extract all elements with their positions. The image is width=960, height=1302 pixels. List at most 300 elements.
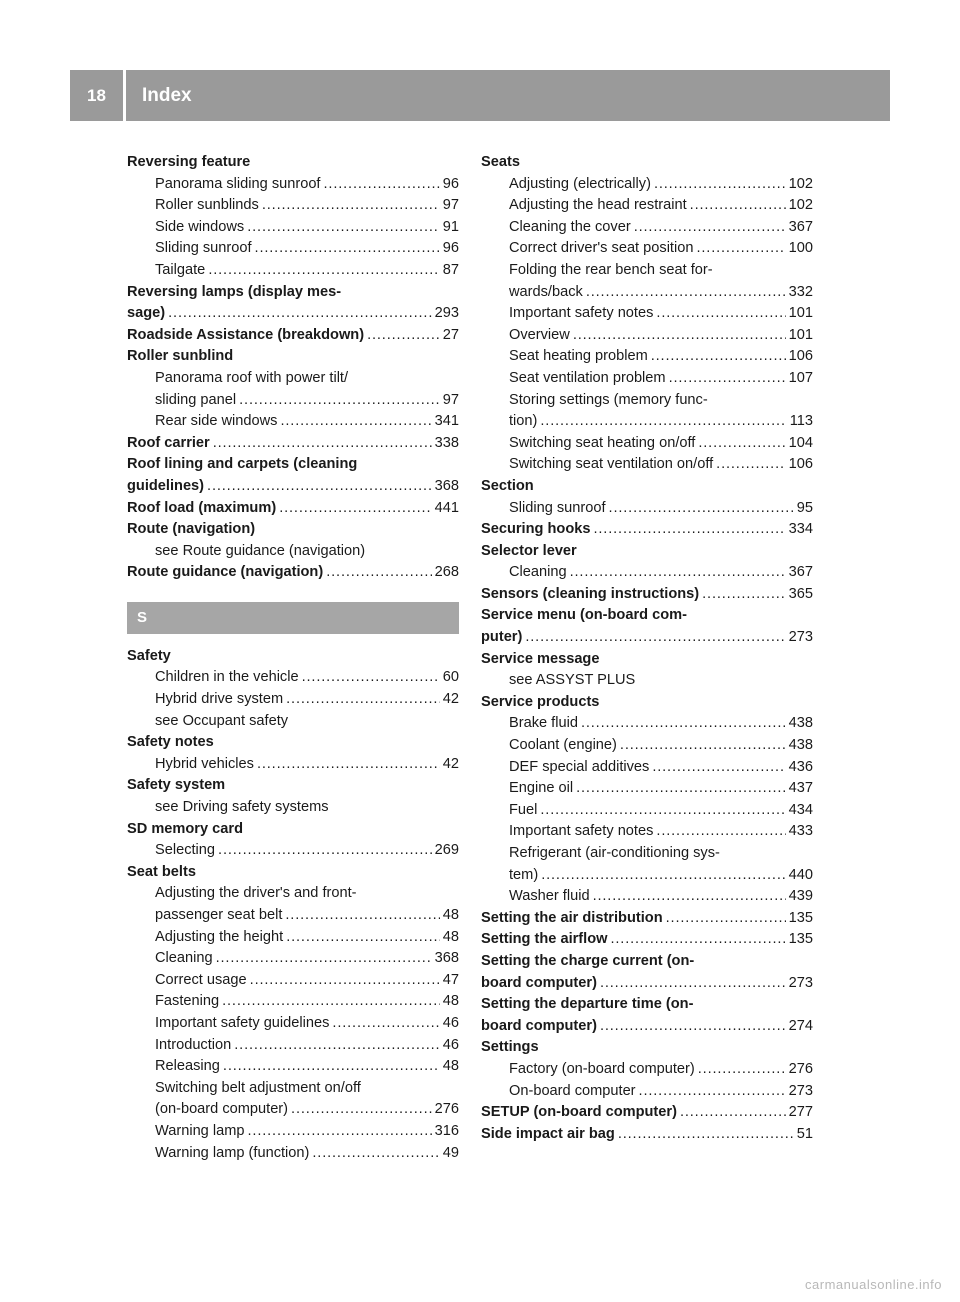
entry-text: Warning lamp (function) xyxy=(155,1144,310,1161)
index-letter-heading: S xyxy=(127,602,459,634)
index-entry[interactable] xyxy=(127,476,459,498)
index-subentry[interactable] xyxy=(127,840,459,862)
index-subentry[interactable] xyxy=(127,1013,459,1035)
index-entry[interactable] xyxy=(481,908,813,930)
index-subentry[interactable] xyxy=(481,735,813,757)
entry-text: Adjusting the height xyxy=(155,928,284,945)
entry-text: Seat heating problem xyxy=(509,348,648,365)
leader-dots xyxy=(593,519,785,541)
page-reference[interactable]: 440 xyxy=(788,866,813,883)
index-subentry[interactable] xyxy=(127,927,459,949)
leader-dots xyxy=(223,1056,440,1078)
index-subentry[interactable] xyxy=(481,498,813,520)
entry-text: Fastening xyxy=(155,993,220,1010)
leader-dots xyxy=(654,174,786,196)
index-entry xyxy=(127,775,459,797)
page-reference[interactable]: 441 xyxy=(434,499,459,516)
leader-dots xyxy=(218,840,432,862)
page-reference[interactable]: 276 xyxy=(434,1101,459,1118)
page-reference[interactable]: 49 xyxy=(442,1144,459,1161)
index-entry[interactable] xyxy=(127,303,459,325)
index-subentry[interactable] xyxy=(481,1059,813,1081)
page-reference[interactable]: 438 xyxy=(788,737,813,754)
leader-dots xyxy=(324,174,440,196)
entry-text: SD memory card xyxy=(127,820,243,837)
leader-dots xyxy=(680,1102,786,1124)
entry-text: Brake fluid xyxy=(509,715,578,732)
page-reference[interactable]: 367 xyxy=(788,564,813,581)
page-reference[interactable]: 365 xyxy=(788,585,813,602)
entry-text: Important safety notes xyxy=(509,305,654,322)
page-reference[interactable]: 95 xyxy=(796,499,813,516)
page-reference[interactable]: 60 xyxy=(442,669,459,686)
leader-dots xyxy=(702,584,786,606)
leader-dots xyxy=(610,929,785,951)
entry-text: Setting the air distribution xyxy=(481,909,663,926)
index-entry xyxy=(481,649,813,671)
entry-text: Switching belt adjustment on/off xyxy=(155,1079,361,1096)
leader-dots xyxy=(326,562,431,584)
page-reference[interactable]: 273 xyxy=(788,1082,813,1099)
index-subentry[interactable] xyxy=(127,260,459,282)
entry-text: Children in the vehicle xyxy=(155,669,299,686)
index-entry[interactable] xyxy=(481,1016,813,1038)
leader-dots xyxy=(593,886,786,908)
index-subentry[interactable] xyxy=(481,411,813,433)
index-subentry[interactable] xyxy=(127,1121,459,1143)
page-reference[interactable]: 269 xyxy=(434,842,459,859)
page-reference[interactable]: 96 xyxy=(442,240,459,257)
page-reference[interactable]: 277 xyxy=(788,1104,813,1121)
leader-dots xyxy=(666,908,786,930)
index-subentry[interactable] xyxy=(481,325,813,347)
entry-text: Side impact air bag xyxy=(481,1125,615,1142)
leader-dots xyxy=(656,303,785,325)
page-reference[interactable]: 438 xyxy=(788,715,813,732)
entry-text: Factory (on-board computer) xyxy=(509,1060,695,1077)
leader-dots xyxy=(291,1099,432,1121)
index-subentry[interactable] xyxy=(481,195,813,217)
page-reference[interactable]: 106 xyxy=(788,456,813,473)
index-entry xyxy=(481,541,813,563)
entry-text: Sliding sunroof xyxy=(509,499,606,516)
index-subentry[interactable] xyxy=(127,991,459,1013)
index-entry[interactable] xyxy=(481,973,813,995)
index-subentry[interactable] xyxy=(127,390,459,412)
index-subentry[interactable] xyxy=(481,346,813,368)
entry-text: Engine oil xyxy=(509,780,574,797)
leader-dots xyxy=(541,865,785,887)
page-reference[interactable]: 96 xyxy=(442,175,459,192)
entry-text: Roof load (maximum) xyxy=(127,499,277,516)
entry-text: Fuel xyxy=(509,801,538,818)
index-entry[interactable] xyxy=(481,627,813,649)
index-subentry[interactable] xyxy=(481,433,813,455)
entry-text: Securing hooks xyxy=(481,521,591,538)
index-entry[interactable] xyxy=(481,929,813,951)
entry-text: Storing settings (memory func- xyxy=(509,391,708,408)
index-subentry[interactable] xyxy=(481,282,813,304)
entry-text: Selector lever xyxy=(481,542,577,559)
entry-text: Roller sunblinds xyxy=(155,197,259,214)
leader-dots xyxy=(302,667,440,689)
entry-text: Cleaning xyxy=(155,950,213,967)
page-reference[interactable]: 87 xyxy=(442,261,459,278)
index-entry xyxy=(481,951,813,973)
leader-dots xyxy=(570,562,786,584)
leader-dots xyxy=(540,800,785,822)
leader-dots xyxy=(618,1124,794,1146)
entry-text: Sliding sunroof xyxy=(155,240,252,257)
leader-dots xyxy=(286,689,440,711)
page-reference[interactable]: 434 xyxy=(788,801,813,818)
leader-dots xyxy=(262,195,440,217)
leader-dots xyxy=(279,498,431,520)
index-subentry[interactable] xyxy=(481,562,813,584)
index-subentry[interactable] xyxy=(127,238,459,260)
leader-dots xyxy=(367,325,440,347)
page-reference[interactable]: 48 xyxy=(442,907,459,923)
leader-dots xyxy=(573,325,786,347)
entry-text: Adjusting (electrically) xyxy=(509,175,651,192)
entry-text: Adjusting the head restraint xyxy=(509,197,687,214)
entry-text: Important safety notes xyxy=(509,823,654,840)
entry-text: sliding panel xyxy=(155,391,237,408)
index-subentry xyxy=(481,843,813,865)
index-entry[interactable] xyxy=(481,1102,813,1124)
page-reference[interactable]: 368 xyxy=(434,950,459,967)
page-reference[interactable]: 368 xyxy=(434,477,459,494)
leader-dots xyxy=(651,346,786,368)
entry-text: Adjusting the driver's and front- xyxy=(155,885,357,902)
leader-dots xyxy=(168,303,432,325)
leader-dots xyxy=(652,757,785,779)
entry-text: Service message xyxy=(481,650,600,667)
index-subentry[interactable] xyxy=(481,713,813,735)
index-entry xyxy=(481,476,813,498)
page-reference[interactable]: 106 xyxy=(788,348,813,365)
index-entry[interactable] xyxy=(481,584,813,606)
page-reference[interactable]: 101 xyxy=(788,305,813,322)
entry-text: Safety system xyxy=(127,777,226,794)
entry-text: Seat belts xyxy=(127,863,196,880)
entry-text: Route (navigation) xyxy=(127,521,256,538)
page-reference[interactable]: 135 xyxy=(788,909,813,926)
entry-text: Releasing xyxy=(155,1058,220,1075)
index-entry xyxy=(127,519,459,541)
index-subentry[interactable] xyxy=(481,886,813,908)
page-reference[interactable]: 27 xyxy=(442,326,459,343)
page-reference[interactable]: 101 xyxy=(788,326,813,343)
entry-text: Cleaning xyxy=(509,564,567,581)
page-reference[interactable]: 433 xyxy=(788,823,813,840)
entry-text: see ASSYST PLUS xyxy=(509,672,636,689)
entry-text: Warning lamp xyxy=(155,1122,245,1139)
index-entry xyxy=(481,152,813,174)
page-reference[interactable]: 338 xyxy=(434,434,459,451)
entry-text: Roadside Assistance (breakdown) xyxy=(127,326,365,343)
page-reference[interactable]: 436 xyxy=(788,758,813,775)
page-reference[interactable]: 97 xyxy=(442,391,459,408)
entry-text: see Route guidance (navigation) xyxy=(155,542,366,559)
leader-dots xyxy=(525,627,785,649)
entry-text: SETUP (on-board computer) xyxy=(481,1104,677,1121)
index-entry xyxy=(481,605,813,627)
index-subentry[interactable] xyxy=(127,970,459,992)
index-subentry[interactable] xyxy=(481,778,813,800)
watermark: carmanualsonline.info xyxy=(805,1277,942,1292)
leader-dots xyxy=(609,498,794,520)
leader-dots xyxy=(207,476,432,498)
entry-text: Cleaning the cover xyxy=(509,218,631,235)
index-entry xyxy=(127,732,459,754)
leader-dots xyxy=(600,973,786,995)
entry-text: Route guidance (navigation) xyxy=(127,564,324,581)
page-reference[interactable]: 48 xyxy=(442,928,459,945)
leader-dots xyxy=(234,1035,440,1057)
index-subentry[interactable] xyxy=(481,821,813,843)
entry-text: Settings xyxy=(481,1039,539,1056)
page-header xyxy=(70,70,890,121)
page-reference[interactable]: 334 xyxy=(788,521,813,538)
page-reference[interactable]: 332 xyxy=(788,283,813,300)
entry-text: Safety notes xyxy=(127,734,214,751)
index-entry xyxy=(127,454,459,476)
index-subentry[interactable] xyxy=(127,667,459,689)
index-subentry xyxy=(481,260,813,282)
entry-text: Rear side windows xyxy=(155,413,278,430)
index-entry[interactable] xyxy=(481,1124,813,1146)
entry-text: Setting the departure time (on- xyxy=(481,996,694,1013)
index-subentry[interactable] xyxy=(481,368,813,390)
index-subentry[interactable] xyxy=(481,757,813,779)
page-reference[interactable]: 48 xyxy=(442,1058,459,1075)
entry-text: Tailgate xyxy=(155,261,206,278)
page-reference[interactable]: 104 xyxy=(788,434,813,451)
leader-dots xyxy=(286,927,440,949)
page-reference[interactable]: 46 xyxy=(442,1036,459,1053)
index-subentry[interactable] xyxy=(127,217,459,239)
leader-dots xyxy=(247,217,440,239)
page-reference[interactable]: 48 xyxy=(442,993,459,1010)
leader-dots xyxy=(222,991,440,1013)
page-reference[interactable]: 97 xyxy=(442,197,459,214)
index-subentry[interactable] xyxy=(127,174,459,196)
index-subentry[interactable] xyxy=(127,195,459,217)
index-entry[interactable] xyxy=(127,498,459,520)
entry-text: see Occupant safety xyxy=(155,712,289,729)
page-reference[interactable]: 276 xyxy=(788,1060,813,1077)
leader-dots xyxy=(586,282,786,304)
index-subentry[interactable] xyxy=(481,303,813,325)
page-reference[interactable]: 47 xyxy=(442,971,459,988)
index-entry[interactable] xyxy=(481,519,813,541)
leader-dots xyxy=(332,1013,439,1035)
entry-text: Service menu (on-board com- xyxy=(481,607,687,624)
index-entry xyxy=(127,646,459,668)
index-subentry xyxy=(127,711,459,733)
entry-text: Section xyxy=(481,477,534,494)
leader-dots xyxy=(208,260,439,282)
entry-text: Roller sunblind xyxy=(127,348,234,365)
entry-text: Roof lining and carpets (cleaning xyxy=(127,456,358,473)
leader-dots xyxy=(285,905,439,927)
page-reference[interactable]: 273 xyxy=(788,974,813,991)
entry-text: tem) xyxy=(509,866,539,883)
entry-text: Coolant (engine) xyxy=(509,737,617,754)
index-subentry[interactable] xyxy=(127,1056,459,1078)
entry-text: Panorama sliding sunroof xyxy=(155,175,321,192)
entry-text: Important safety guidelines xyxy=(155,1014,330,1031)
entry-text: guidelines) xyxy=(127,477,205,494)
index-subentry[interactable] xyxy=(127,1099,459,1121)
index-entry[interactable] xyxy=(127,562,459,584)
index-subentry xyxy=(481,390,813,412)
entry-text: (on-board computer) xyxy=(155,1101,289,1118)
index-column-right xyxy=(481,152,813,1145)
entry-text: see Driving safety systems xyxy=(155,799,329,816)
index-subentry[interactable] xyxy=(127,754,459,776)
page-reference[interactable]: 51 xyxy=(796,1125,813,1142)
index-subentry[interactable] xyxy=(127,1035,459,1057)
index-subentry xyxy=(127,797,459,819)
entry-text: board computer) xyxy=(481,974,597,991)
page-reference[interactable]: 341 xyxy=(434,413,459,430)
index-subentry xyxy=(127,1078,459,1100)
entry-text: Roof carrier xyxy=(127,434,210,451)
leader-dots xyxy=(216,948,432,970)
entry-text: Hybrid vehicles xyxy=(155,755,254,772)
entry-text: Sensors (cleaning instructions) xyxy=(481,585,700,602)
entry-text: Switching seat heating on/off xyxy=(509,434,696,451)
index-subentry[interactable] xyxy=(127,411,459,433)
page-reference[interactable]: 100 xyxy=(788,240,813,257)
leader-dots xyxy=(690,195,786,217)
entry-text: Hybrid drive system xyxy=(155,691,284,708)
entry-text: Selecting xyxy=(155,842,216,859)
index-subentry[interactable] xyxy=(481,174,813,196)
entry-text: passenger seat belt xyxy=(155,907,283,923)
leader-dots xyxy=(696,238,785,260)
index-subentry[interactable] xyxy=(481,217,813,239)
page-reference[interactable]: 102 xyxy=(788,175,813,192)
page-reference[interactable]: 46 xyxy=(442,1014,459,1031)
leader-dots xyxy=(213,433,432,455)
leader-dots xyxy=(639,1081,786,1103)
page-reference[interactable]: 293 xyxy=(434,305,459,322)
entry-text: Introduction xyxy=(155,1036,232,1053)
leader-dots xyxy=(716,454,785,476)
leader-dots xyxy=(698,1059,786,1081)
entry-text: On-board computer xyxy=(509,1082,636,1099)
leader-dots xyxy=(600,1016,786,1038)
page-reference[interactable]: 274 xyxy=(788,1017,813,1034)
leader-dots xyxy=(634,217,786,239)
index-entry xyxy=(481,692,813,714)
leader-dots xyxy=(576,778,786,800)
entry-text: tion) xyxy=(509,413,538,430)
page-reference[interactable]: 439 xyxy=(788,888,813,905)
entry-text: Side windows xyxy=(155,218,245,235)
leader-dots xyxy=(581,713,786,735)
entry-text: Correct usage xyxy=(155,971,247,988)
entry-text: Overview xyxy=(509,326,570,343)
index-subentry[interactable] xyxy=(481,865,813,887)
entry-text: sage) xyxy=(127,305,166,322)
page-reference[interactable]: 42 xyxy=(442,755,459,772)
entry-text: puter) xyxy=(481,629,523,646)
index-entry xyxy=(127,282,459,304)
entry-text: Correct driver's seat position xyxy=(509,240,694,257)
index-entry[interactable] xyxy=(127,433,459,455)
entry-text: Service products xyxy=(481,693,600,710)
page-reference[interactable]: 437 xyxy=(788,780,813,797)
leader-dots xyxy=(669,368,786,390)
entry-text: wards/back xyxy=(509,283,583,300)
index-subentry xyxy=(127,541,459,563)
page-reference[interactable]: 102 xyxy=(788,197,813,214)
index-column-left xyxy=(127,152,459,1164)
leader-dots xyxy=(257,754,440,776)
index-subentry[interactable] xyxy=(127,689,459,711)
leader-dots xyxy=(312,1143,439,1165)
entry-text: Setting the charge current (on- xyxy=(481,952,695,969)
leader-dots xyxy=(250,970,440,992)
page-reference[interactable]: 91 xyxy=(442,218,459,235)
entry-text: Panorama roof with power tilt/ xyxy=(155,369,349,386)
entry-text: board computer) xyxy=(481,1017,597,1034)
index-entry xyxy=(127,152,459,174)
entry-text: Reversing feature xyxy=(127,154,251,170)
index-entry[interactable] xyxy=(127,325,459,347)
index-subentry[interactable] xyxy=(481,238,813,260)
index-entry xyxy=(481,1037,813,1059)
page-reference[interactable]: 316 xyxy=(434,1122,459,1139)
page-reference[interactable]: 135 xyxy=(788,931,813,948)
index-subentry[interactable] xyxy=(481,1081,813,1103)
page-reference[interactable]: 273 xyxy=(788,629,813,646)
leader-dots xyxy=(239,390,440,412)
entry-text: Switching seat ventilation on/off xyxy=(509,456,714,473)
entry-text: DEF special additives xyxy=(509,758,650,775)
leader-dots xyxy=(698,433,785,455)
page-reference[interactable]: 113 xyxy=(789,413,813,430)
entry-text: Setting the airflow xyxy=(481,931,608,948)
page-reference[interactable]: 367 xyxy=(788,218,813,235)
index-subentry[interactable] xyxy=(481,800,813,822)
index-entry xyxy=(481,994,813,1016)
entry-text: Safety xyxy=(127,647,171,664)
leader-dots xyxy=(620,735,786,757)
page-reference[interactable]: 268 xyxy=(434,564,459,581)
index-subentry[interactable] xyxy=(127,905,459,927)
entry-text: Folding the rear bench seat for- xyxy=(509,261,713,278)
index-subentry[interactable] xyxy=(481,454,813,476)
page-reference[interactable]: 42 xyxy=(442,691,459,708)
index-subentry xyxy=(127,368,459,390)
entry-text: Refrigerant (air-conditioning sys- xyxy=(509,845,720,861)
page-number: 18 xyxy=(70,70,126,121)
index-subentry[interactable] xyxy=(127,948,459,970)
entry-text: Seats xyxy=(481,154,520,170)
index-entry xyxy=(127,819,459,841)
page-reference[interactable]: 107 xyxy=(788,369,813,386)
index-entry xyxy=(127,346,459,368)
leader-dots xyxy=(656,821,785,843)
leader-dots xyxy=(540,411,786,433)
leader-dots xyxy=(255,238,440,260)
index-subentry[interactable] xyxy=(127,1143,459,1165)
